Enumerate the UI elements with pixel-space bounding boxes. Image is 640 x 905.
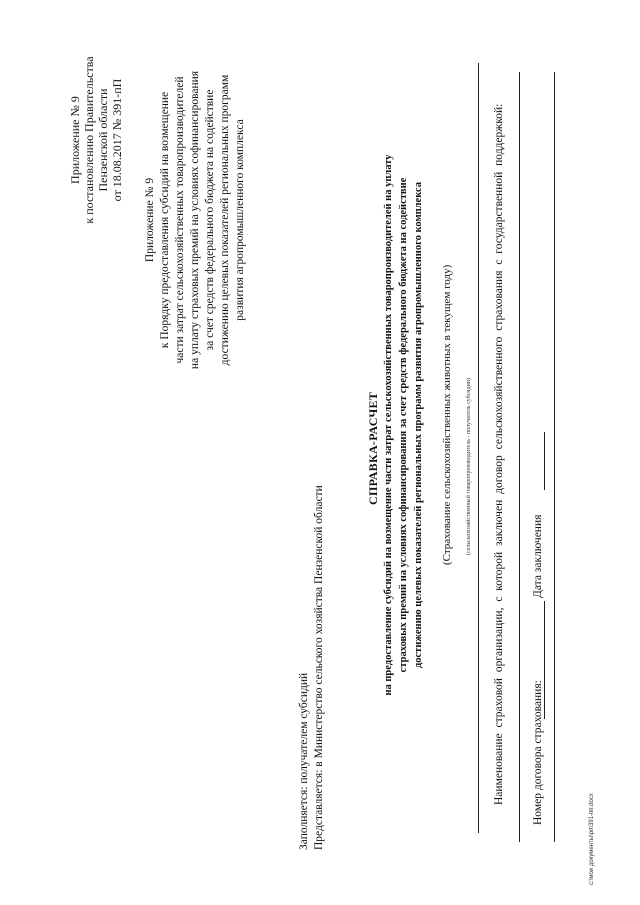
contract-number-field[interactable] xyxy=(544,601,545,719)
file-path-footer: c:\мои документы\рп\391-пп.docx xyxy=(589,793,595,885)
contract-date-label: Дата заключения xyxy=(532,514,544,598)
document-title: СПРАВКА-РАСЧЕТ xyxy=(366,391,380,505)
appendix-decree-line: Пензенской области xyxy=(96,88,110,192)
description-line: на предоставление субсидий на возмещение части затрат сельскохозяйственных товаропроизводителей на уплату xyxy=(383,154,394,696)
appendix-decree-block xyxy=(68,0,124,320)
insurer-field[interactable] xyxy=(519,72,520,842)
appendix-order-line: достижению целевых показателей региональных программ xyxy=(219,74,231,366)
appendix-decree-line: Приложение № 9 xyxy=(68,96,82,184)
document-description xyxy=(381,0,426,865)
appendix-order-line: на уплату страховых премий на условиях софинансирования xyxy=(189,70,201,370)
filled-by-text: Заполняется: получателем субсидий xyxy=(298,672,310,850)
bottom-rule xyxy=(554,72,555,842)
recipient-caption: (сельскохозяйственный товаропроизводитель - получатель субсидии) xyxy=(466,378,472,555)
description-line: достижению целевых показателей региональных программ развития агропромышленного комплекса xyxy=(413,181,424,669)
contract-date-field[interactable] xyxy=(544,432,545,490)
appendix-order-line: к Порядку предоставления субсидий на возмещение xyxy=(159,91,171,349)
contract-number-label: Номер договора страхования: xyxy=(532,680,544,825)
appendix-decree-line: от 18.08.2017 № 391-пП xyxy=(110,78,124,202)
recipient-field[interactable] xyxy=(478,63,479,833)
appendix-order-line: развития агропромышленного комплекса xyxy=(234,119,246,321)
fill-info xyxy=(297,485,327,850)
insurer-label: Наименование страховой организации, с которой заключен договор сельскохозяйственного страхования с государственной поддержкой: xyxy=(493,103,505,805)
appendix-order-line: Приложение № 9 xyxy=(144,177,156,263)
document-subtitle: (Страхование сельскохозяйственных животных в текущем году) xyxy=(441,264,453,565)
appendix-order-line: части затрат сельскохозяйственных товаропроизводителей xyxy=(174,76,186,364)
description-line: страховых премий на условиях софинансирования за счет средств федерального бюджета на содействие xyxy=(398,177,409,673)
submitted-to-text: Представляется: в Министерство сельского хозяйства Пензенской области xyxy=(313,485,325,850)
appendix-order-line: за счет средств федерального бюджета на содействие xyxy=(204,89,216,351)
appendix-order-block xyxy=(143,40,248,400)
appendix-decree-line: к постановлению Правительства xyxy=(82,56,96,224)
